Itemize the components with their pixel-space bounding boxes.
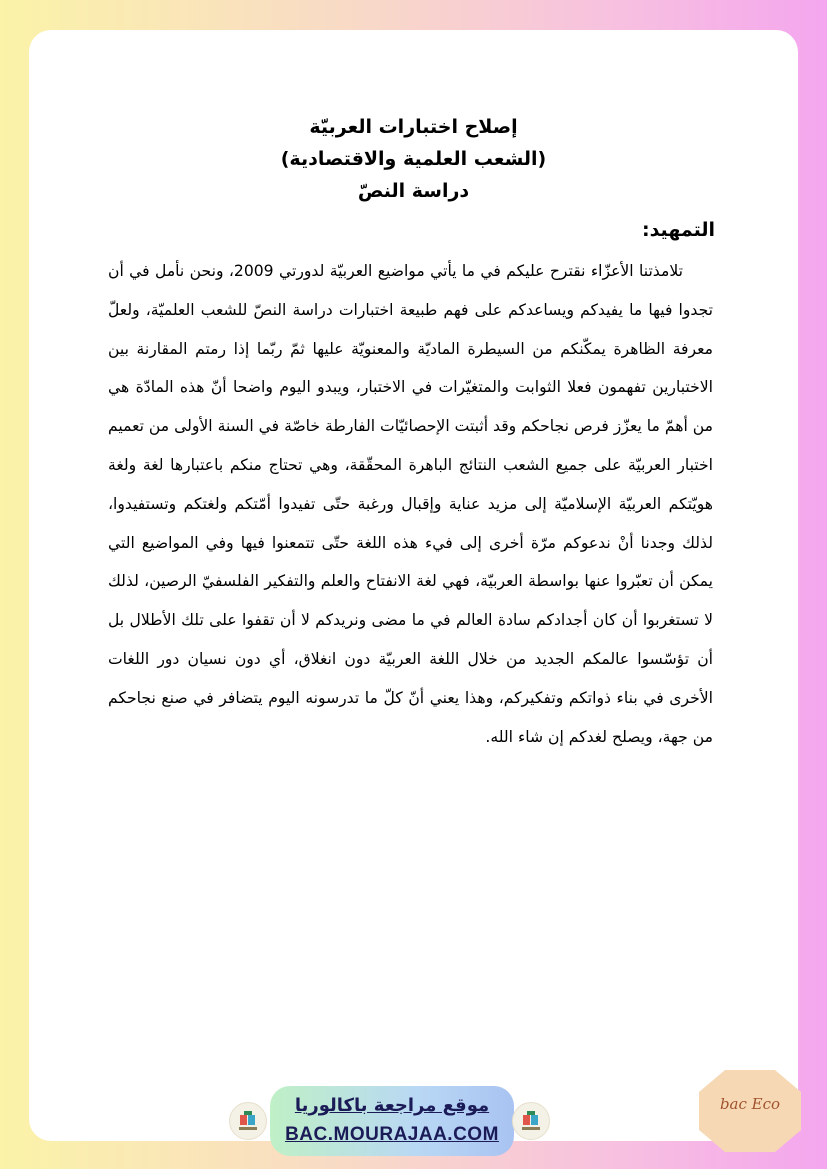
corner-logo-text: bac Eco (719, 1095, 781, 1113)
section-title: دراسة النصّ (357, 180, 470, 202)
intro-heading: التمهيد: (641, 219, 715, 241)
intro-paragraph: تلامذتنا الأعزّاء نقترح عليكم في ما يأتي مواضيع العربيّة لدورتي 2009، ونحن نأمل في أن تجدوا فيها ما يفيدكم ويساعدكم على فهم طبيعة اختبارات دراسة النصّ للشعب العلميّة، ولعلّ معرفة الظاهرة يمكّنكم من السيطرة الماديّة والمعنويّة عليها ثمّ ربّما إذا رمتم المقارنة بين الاختبارين تفهمون فعلا الثوابت والمتغيّرات في الاختبار، ويبدو اليوم واضحا أنّ هذه المادّة هي من أهمّ ما يعزّز فرص نجاحكم وقد أثبتت الإحصائيّات الفارطة خاصّة في السنة الأولى من تعميم اختبار العربيّة على جميع الشعب النتائج الباهرة المحقّقة، وهي تحتاج منكم باعتبارها لغة ولغة هويّتكم العربيّة الإسلاميّة إلى مزيد عناية وإقبال ورغبة حتّى تفيدوا أمّتكم ولغتكم وتستفيدوا، لذلك وجدنا أنْ ندعوكم مرّة أخرى إلى فيء هذه اللغة حتّى تتمعنوا فيها وفي المواضيع التي يمكن أن تعبّروا عنها بواسطة العربيّة، فهي لغة الانفتاح والعلم والتفكير الفلسفيّ الرصين، لذلك لا تستغربوا أن كان أجدادكم سادة العالم في ما مضى ونريدكم لا أن تقفوا على تلك الأطلال بل أن تؤسّسوا عالمكم الجديد من خلال اللغة العربيّة دون انغلاق، أي دون نسيان دور اللغات الأخرى في بناء ذواتكم وتفكيركم، وهذا يعني أنّ كلّ ما تدرسونه اليوم يتضافر في صنع نجاحكم من جهة، ويصلح لغدكم إن شاء الله. (108, 262, 713, 746)
site-logo-icon (512, 1102, 550, 1140)
document-title: إصلاح اختبارات العربيّة (309, 116, 518, 138)
site-name-link[interactable]: موقع مراجعة باكالوريا (294, 1095, 490, 1116)
site-logo-icon (229, 1102, 267, 1140)
document-subtitle: (الشعب العلمية والاقتصادية) (280, 148, 547, 170)
site-link-badge[interactable] (270, 1086, 514, 1156)
site-url-link[interactable]: BAC.MOURAJAA.COM (285, 1124, 499, 1145)
